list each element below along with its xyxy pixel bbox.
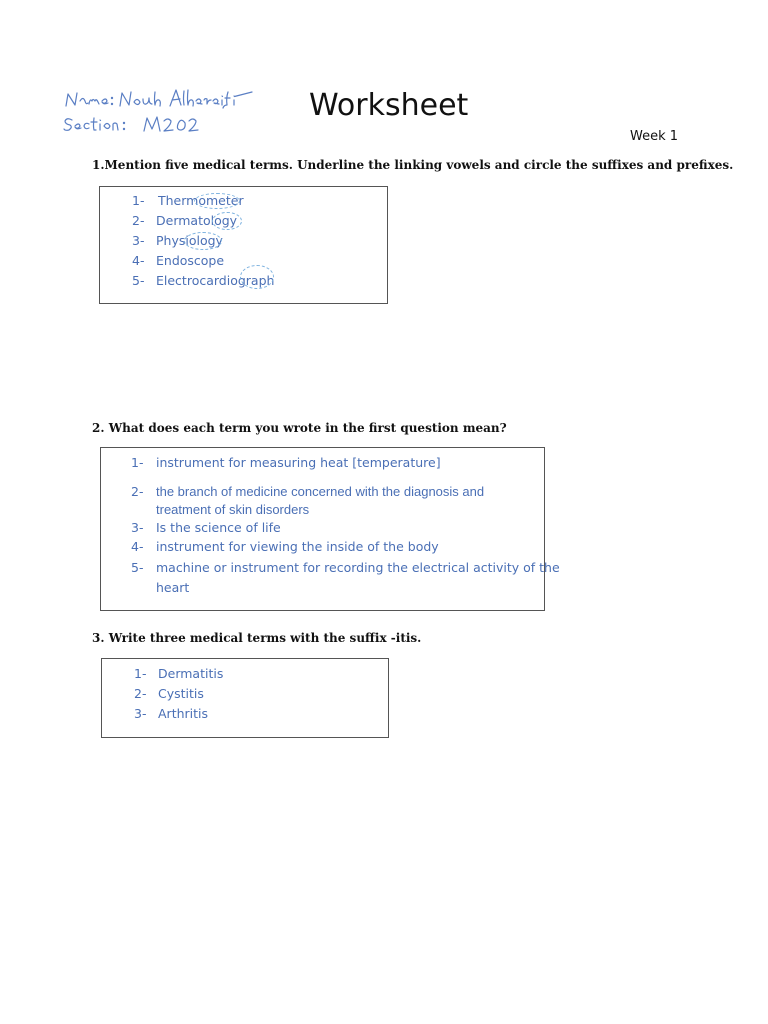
question-1: 1.Mention five medical terms. Underline the linking vowels and circle the suffixes and prefixes.: [92, 158, 734, 172]
page-title: Worksheet: [309, 88, 469, 123]
handwriting-signature: [62, 84, 262, 140]
question-3: 3. Write three medical terms with the suffix -itis.: [92, 631, 422, 645]
suffix-circle-mark: [194, 193, 240, 209]
handwritten-name-section: [62, 84, 262, 140]
answer-box-3: 1- Dermatitis 2- Cystitis 3- Arthritis: [101, 658, 389, 738]
suffix-circle-mark: [212, 212, 242, 230]
answer-box-2: 1- instrument for measuring heat [temperature] 2- the branch of medicine concerned with the diagnosis and treatment of skin disorders 3- Is the science of life 4- instrument for viewing the inside of the body 5- machine or instrument for recording the electrical activity of the heart: [100, 447, 545, 611]
answer-box-1: 1- Thermometer 2- Dermatology 3- Physiology 4- Endoscope 5- Electrocardiograph: [99, 186, 388, 304]
week-label: Week 1: [630, 129, 679, 144]
question-2: 2. What does each term you wrote in the first question mean?: [92, 421, 507, 435]
suffix-circle-mark: [240, 265, 274, 289]
suffix-circle-mark: [184, 232, 222, 250]
